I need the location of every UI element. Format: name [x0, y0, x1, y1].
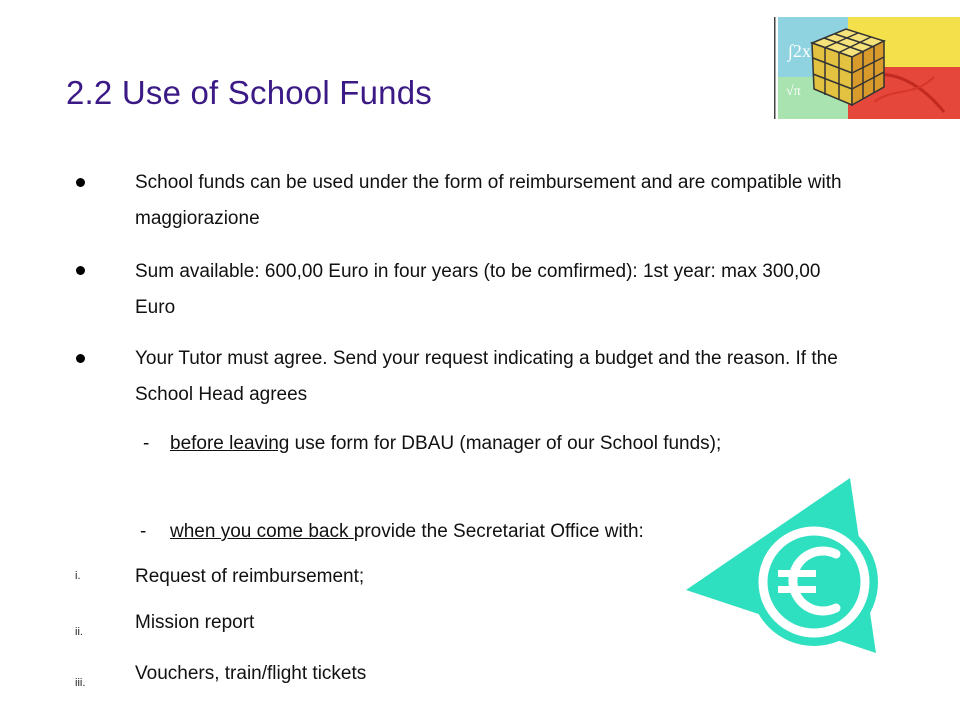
- bullet-dot: [76, 354, 85, 363]
- numbered-item-request: Request of reimbursement;: [135, 566, 365, 587]
- sub-item-before-leaving: [170, 426, 770, 462]
- numbered-marker: iii.: [75, 677, 86, 689]
- bullet-sum-available: Sum available: 600,00 Euro in four years (to be comfirmed): 1st year: max 300,00 Euro: [135, 261, 821, 318]
- bullet-dot: [76, 178, 85, 187]
- svg-text:√π: √π: [786, 84, 801, 99]
- numbered-item-vouchers: Vouchers, train/flight tickets: [135, 663, 367, 684]
- sub-item-when-back: [170, 514, 770, 550]
- svg-text:∫2x: ∫2x: [788, 41, 811, 61]
- slide-title: 2.2 Use of School Funds: [66, 74, 432, 111]
- sub-item-marker: -: [140, 521, 147, 542]
- numbered-marker: ii.: [75, 626, 83, 638]
- numbered-marker: i.: [75, 570, 81, 582]
- rubiks-cube-logo: [774, 17, 960, 119]
- sub-item-underlined: before leaving: [170, 433, 290, 454]
- numbered-item-mission-report: Mission report: [135, 612, 255, 633]
- sub-item-underlined: when you come back: [170, 521, 354, 542]
- bullet-tutor-agree: Your Tutor must agree. Send your request indicating a budget and the reason. If the School Head agrees: [135, 348, 838, 405]
- sub-item-text: use form for DBAU (manager of our School funds);: [289, 433, 722, 454]
- bullet-funds-usage: School funds can be used under the form of reimbursement and are compatible with maggiorazione: [135, 172, 842, 229]
- euro-badge-icon: [686, 478, 886, 672]
- sub-item-marker: -: [143, 433, 150, 454]
- sub-item-text: provide the Secretariat Office with:: [353, 521, 644, 542]
- bullet-dot: [76, 266, 85, 275]
